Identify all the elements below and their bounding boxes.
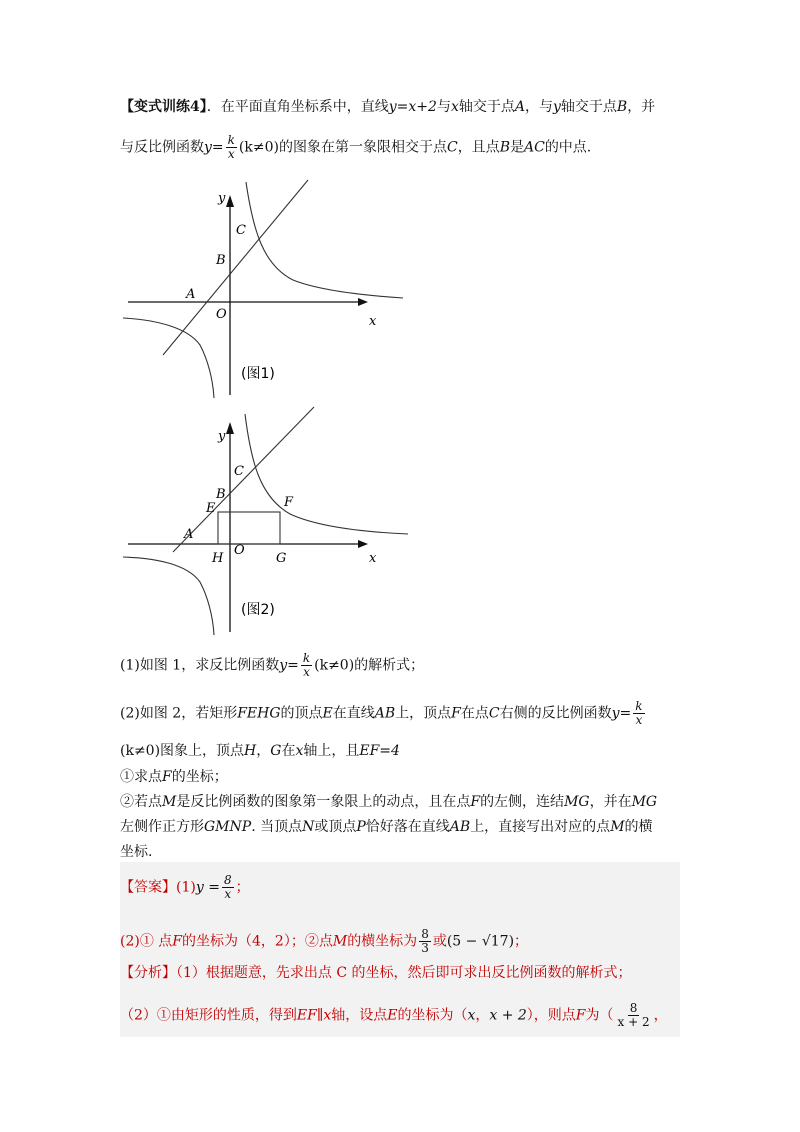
- answer-expression: (5 − √17): [446, 933, 515, 950]
- fig1-label-a: A: [186, 287, 196, 302]
- fig2-label-b: B: [216, 487, 226, 502]
- x-axis-arrow-icon: [358, 298, 368, 306]
- y-axis-arrow-icon: [226, 195, 234, 207]
- hyperbola-branch-3: [123, 318, 214, 398]
- question-2-line-2: (k≠0)图象上，顶点H，G在x轴上，且EF=4: [120, 743, 400, 759]
- fig2-label-o: O: [234, 543, 245, 558]
- y-axis-arrow-icon: [226, 422, 234, 434]
- answer-line-2: (2)① 点F的坐标为（4，2）；②点M的横坐标为 $\frac{8}{3}$ 或(5 − √17)；: [120, 927, 529, 955]
- fig1-caption: (图1): [241, 366, 275, 382]
- fraction-8-over-x: $\frac{8}{x}$: [223, 873, 232, 901]
- analysis-line-2: （2）①由矩形的性质，得到EF∥x轴，设点E的坐标为（x，x + 2），则点F为（ $\frac{8}{x + 2}$ ，: [120, 1001, 668, 1029]
- fig2-label-x: x: [369, 551, 377, 566]
- fraction-k-over-x: $\frac{k}{x}$: [302, 651, 311, 679]
- fig1-label-b: B: [216, 253, 226, 268]
- fig1-label-y: y: [218, 191, 226, 206]
- figure-1: [118, 170, 418, 400]
- fig2-label-h: H: [212, 551, 224, 566]
- fig1-label-x: x: [369, 314, 377, 329]
- question-1: (1)如图 1，求反比例函数y= $\frac{k}{x}$ (k≠0)的解析式；: [120, 651, 425, 679]
- fig2-label-a: A: [184, 527, 194, 542]
- fig1-label-c: C: [236, 223, 246, 238]
- fraction-8-over-3: $\frac{8}{3}$: [421, 927, 429, 955]
- answer-tag: 【答案】: [120, 879, 176, 896]
- fraction-k-over-x: $\frac{k}{x}$: [635, 699, 643, 727]
- rectangle-fehg: [218, 512, 280, 544]
- analysis-tag: 【分析】: [120, 965, 176, 981]
- sub-question-2-line-2: 左侧作正方形GMNP. 当顶点N或顶点P恰好落在直线AB上，直接写出对应的点M的横: [120, 819, 653, 835]
- fig2-caption: (图2): [241, 602, 275, 618]
- fraction-8-over-x-plus-2: $\frac{8}{x + 2}$: [617, 1001, 650, 1029]
- sub-question-2-line-1: ②若点M是反比例函数的图象第一象限上的动点，且在点F的左侧，连结MG，并在MG: [120, 794, 658, 810]
- answer-line-1: 【答案】(1)y = $\frac{8}{x}$ ；: [120, 873, 250, 901]
- line-ab: [173, 407, 314, 552]
- problem-line-1: 【变式训练4】．在平面直角坐标系中，直线y=x+2与x轴交于点A，与y轴交于点B，并: [120, 99, 656, 115]
- sub-question-2-line-3: 坐标.: [120, 844, 153, 860]
- question-2-line-1: (2)如图 2，若矩形FEHG的顶点E在直线AB上，顶点F在点C右侧的反比例函数y= $\frac{k}{x}$: [120, 699, 643, 727]
- figure-2: [118, 402, 418, 637]
- fraction-k-over-x: $\frac{k}{x}$: [227, 133, 235, 161]
- hyperbola-branch-3: [123, 557, 214, 635]
- x-axis-arrow-icon: [358, 540, 368, 548]
- hyperbola-branch-1: [246, 182, 403, 298]
- hyperbola-branch-1: [245, 414, 408, 534]
- line-ab: [163, 180, 308, 355]
- fig1-label-o: O: [216, 307, 227, 322]
- analysis-line-1: 【分析】（1）根据题意，先求出点 C 的坐标，然后即可求出反比例函数的解析式；: [120, 965, 632, 981]
- sub-question-1: ①求点F的坐标；: [120, 769, 228, 785]
- fig2-label-c: C: [234, 464, 244, 479]
- fig2-label-g: G: [276, 551, 287, 566]
- fig2-label-e: E: [206, 501, 216, 516]
- fig2-label-f: F: [284, 495, 294, 510]
- fig2-label-y: y: [218, 429, 226, 444]
- problem-tag: 【变式训练4】: [120, 99, 207, 115]
- problem-line-2: 与反比例函数y= $\frac{k}{x}$ (k≠0)的图象在第一象限相交于点C，且点B是AC的中点.: [120, 133, 592, 161]
